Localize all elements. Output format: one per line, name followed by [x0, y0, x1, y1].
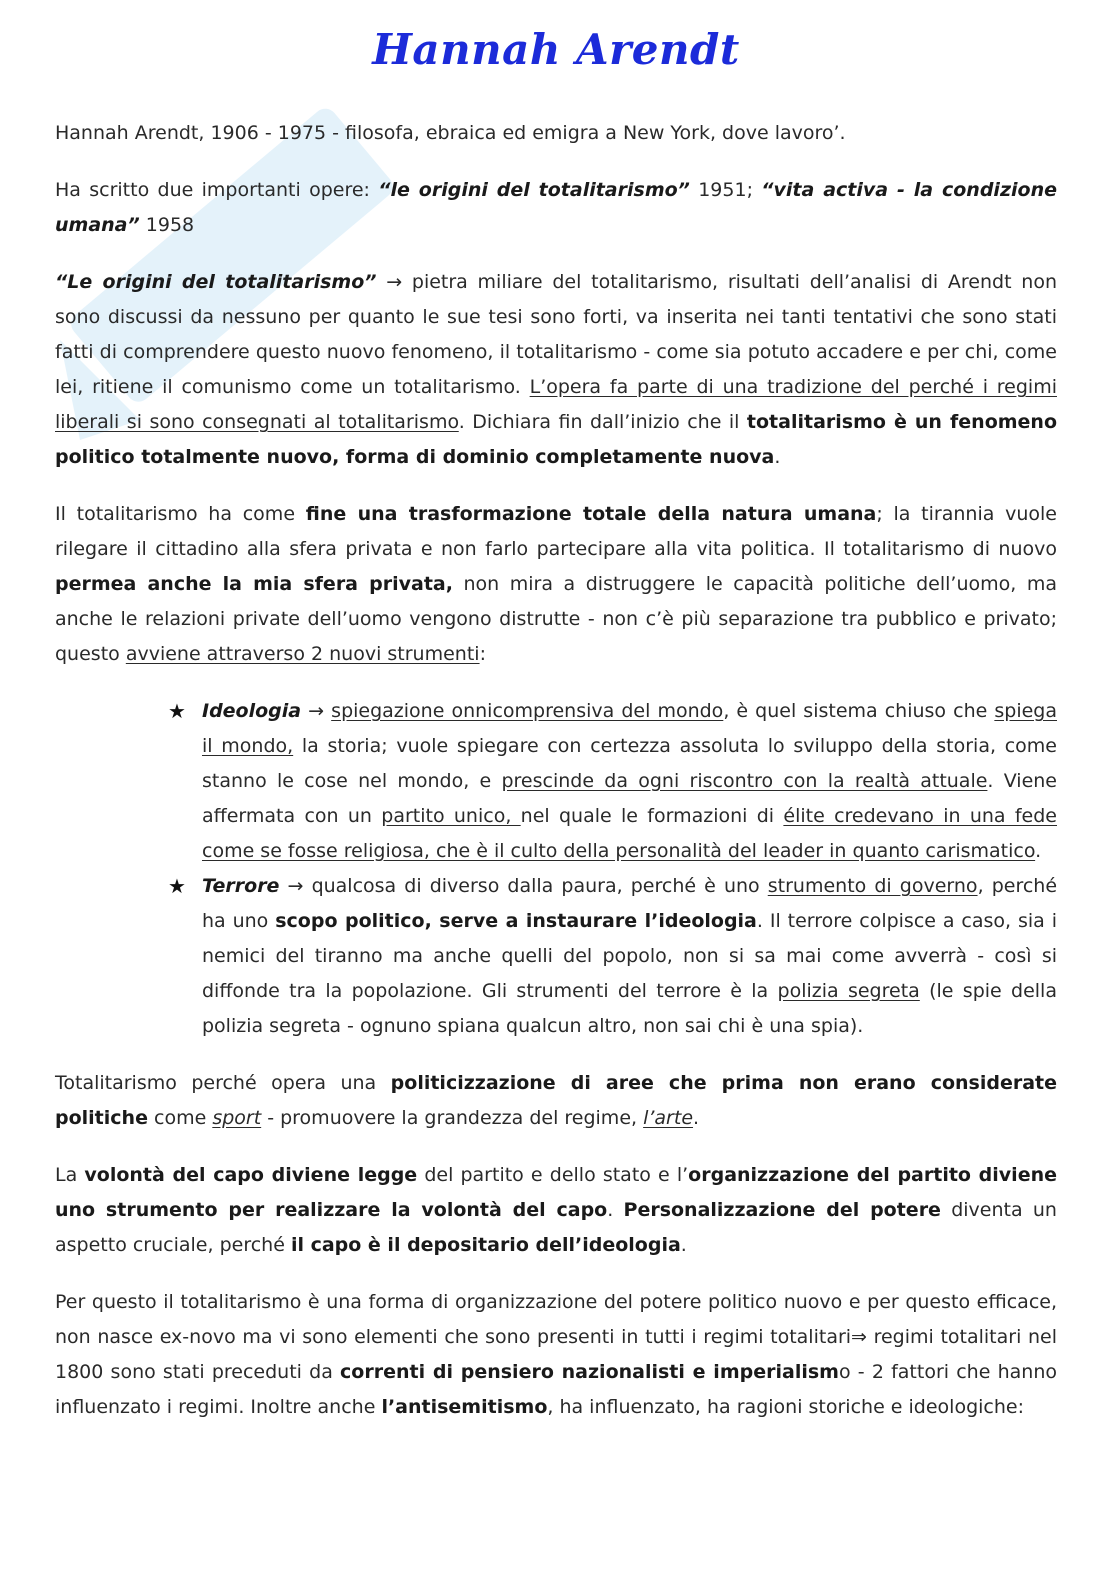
origins-paragraph: “Le origini del totalitarismo” → pietra miliare del totalitarismo, risultati dell’analisi di Arendt non sono discussi da nessuno per quanto le sue tesi sono forti, va inserita nei tanti tentativi che sono stati fatti di comprendere questo nuovo fenomeno, il totalitarismo - come sia potuto accadere e per chi, come lei, ritiene il comunismo come un totalitarismo. L’opera fa parte di una tradizione del perché i regimi liberali si sono consegnati al totalitarismo. Dichiara fin dall’inizio che il totalitarismo è un fenomeno politico totalmente nuovo, forma di dominio completamente nuova.: [55, 271, 1058, 468]
star-bullet-icon: ★: [168, 699, 186, 723]
works-paragraph: Ha scritto due importanti opere: “le origini del totalitarismo” 1951; “vita activa - la condizione umana” 1958: [55, 179, 1057, 236]
intro-paragraph: Hannah Arendt, 1906 - 1975 - filosofa, ebraica ed emigra a New York, dove lavoro’.: [55, 122, 846, 144]
list-item-terrore: ★ Terrore → qualcosa di diverso dalla paura, perché è uno strumento di governo, perché ha uno scopo politico, serve a instaurare l’ideologia. Il terrore colpisce a caso, sia i nemici del tiranno ma anche quelli del popolo, non si sa mai come avverrà - così si diffonde tra la popolazione. Gli strumenti del terrore è la polizia segreta (le spie della polizia segreta - ognuno spiana qualcun altro, non sai chi è una spia).: [202, 869, 1057, 1044]
document-page: [55, 22, 1057, 1447]
star-bullet-icon: ★: [168, 874, 186, 898]
list-item-ideologia: ★ Ideologia → spiegazione onnicomprensiva del mondo, è quel sistema chiuso che spiega il mondo, la storia; vuole spiegare con certezza assoluta lo sviluppo della storia, come stanno le cose nel mondo, e prescinde da ogni riscontro con la realtà attuale. Viene affermata con un partito unico, nel quale le formazioni di élite credevano in una fede come se fosse religiosa, che è il culto della personalità del leader in quanto carismatico.: [202, 694, 1057, 869]
politicization-paragraph: Totalitarismo perché opera una politicizzazione di aree che prima non erano considerate politiche come sport - promuovere la grandezza del regime, l’arte.: [55, 1072, 1058, 1129]
page-title: Hannah Arendt: [372, 25, 740, 74]
instruments-list: [55, 694, 1057, 1044]
totalitarianism-paragraph: Il totalitarismo ha come fine una trasformazione totale della natura umana; la tirannia vuole rilegare il cittadino alla sfera privata e non farlo partecipare alla vita politica. Il totalitarismo di nuovo permea anche la mia sfera privata, non mira a distruggere le capacità politiche dell’uomo, ma anche le relazioni private dell’uomo vengono distrutte - non c’è più separazione tra pubblico e privato; questo avviene attraverso 2 nuovi strumenti:: [55, 503, 1058, 665]
conclusion-paragraph: Per questo il totalitarismo è una forma di organizzazione del potere politico nuovo e per questo efficace, non nasce ex-novo ma vi sono elementi che sono presenti in tutti i regimi totalitari⇒ regimi totalitari nel 1800 sono stati preceduti da correnti di pensiero nazionalisti e imperialismo - 2 fattori che hanno influenzato i regimi. Inoltre anche l’antisemitismo, ha influenzato, ha ragioni storiche e ideologiche:: [55, 1291, 1057, 1418]
leader-will-paragraph: La volontà del capo diviene legge del partito e dello stato e l’organizzazione del partito diviene uno strumento per realizzare la volontà del capo. Personalizzazione del potere diventa un aspetto cruciale, perché il capo è il depositario dell’ideologia.: [55, 1164, 1057, 1256]
